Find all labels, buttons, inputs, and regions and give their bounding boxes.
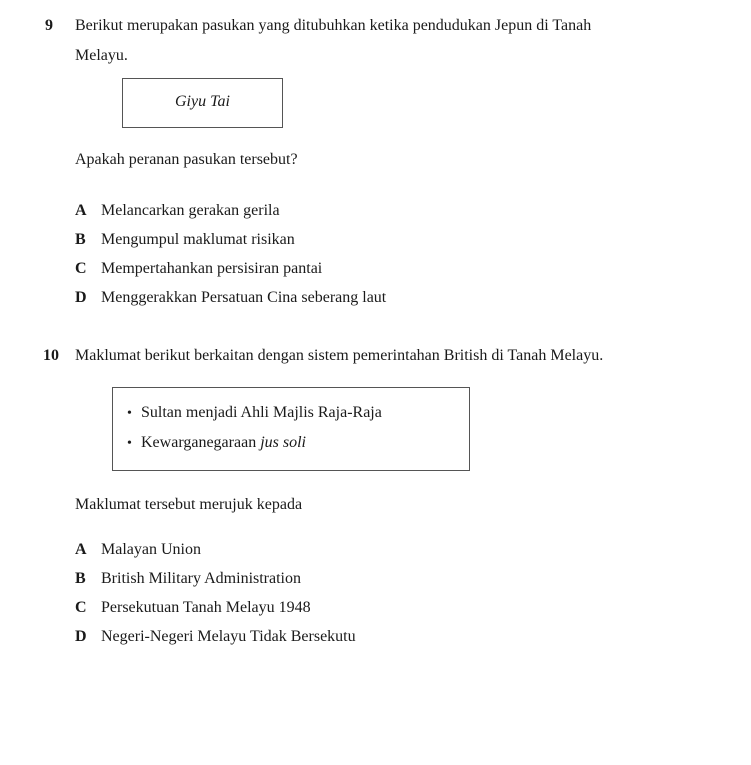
option-d[interactable] xyxy=(75,628,356,646)
term-box-text: Giyu Tai xyxy=(175,93,230,110)
option-text: Persekutuan Tanah Melayu 1948 xyxy=(101,599,311,616)
option-letter: B xyxy=(75,231,86,248)
option-text: Menggerakkan Persatuan Cina seberang laut xyxy=(101,289,387,306)
info-box-item xyxy=(127,404,382,422)
option-text: Malayan Union xyxy=(101,541,201,558)
bullet-icon: • xyxy=(127,436,132,451)
option-a[interactable] xyxy=(75,541,201,559)
option-c[interactable] xyxy=(75,599,311,617)
option-text: Melancarkan gerakan gerila xyxy=(101,202,280,219)
option-text: Mempertahankan persisiran pantai xyxy=(101,260,323,277)
question-number: 9 xyxy=(45,17,53,34)
option-b[interactable] xyxy=(75,231,295,249)
option-a[interactable] xyxy=(75,202,280,220)
info-box-item-italic: jus soli xyxy=(260,434,306,451)
option-letter: C xyxy=(75,599,87,616)
option-d[interactable] xyxy=(75,289,386,307)
question-stem-line1: Berikut merupakan pasukan yang ditubuhkan ketika pendudukan Jepun di Tanah xyxy=(75,17,592,34)
option-text: British Military Administration xyxy=(101,570,301,587)
info-box-item-text: Kewarganegaraan xyxy=(141,434,261,451)
option-letter: D xyxy=(75,628,87,645)
info-box-item xyxy=(127,434,306,452)
term-box xyxy=(122,78,283,128)
question-prompt: Apakah peranan pasukan tersebut? xyxy=(75,151,298,168)
option-letter: D xyxy=(75,289,87,306)
option-text: Negeri-Negeri Melayu Tidak Bersekutu xyxy=(101,628,356,645)
option-text: Mengumpul maklumat risikan xyxy=(101,231,295,248)
info-box xyxy=(112,387,470,471)
option-letter: B xyxy=(75,570,86,587)
info-box-item-text: Sultan menjadi Ahli Majlis Raja-Raja xyxy=(141,404,382,421)
question-stem-line1: Maklumat berikut berkaitan dengan sistem pemerintahan British di Tanah Melayu. xyxy=(75,347,604,364)
question-stem-line2: Melayu. xyxy=(75,47,128,64)
bullet-icon: • xyxy=(127,406,132,421)
option-letter: C xyxy=(75,260,87,277)
question-number: 10 xyxy=(43,347,59,364)
option-letter: A xyxy=(75,541,87,558)
option-c[interactable] xyxy=(75,260,322,278)
option-letter: A xyxy=(75,202,87,219)
question-prompt: Maklumat tersebut merujuk kepada xyxy=(75,496,303,513)
option-b[interactable] xyxy=(75,570,301,588)
